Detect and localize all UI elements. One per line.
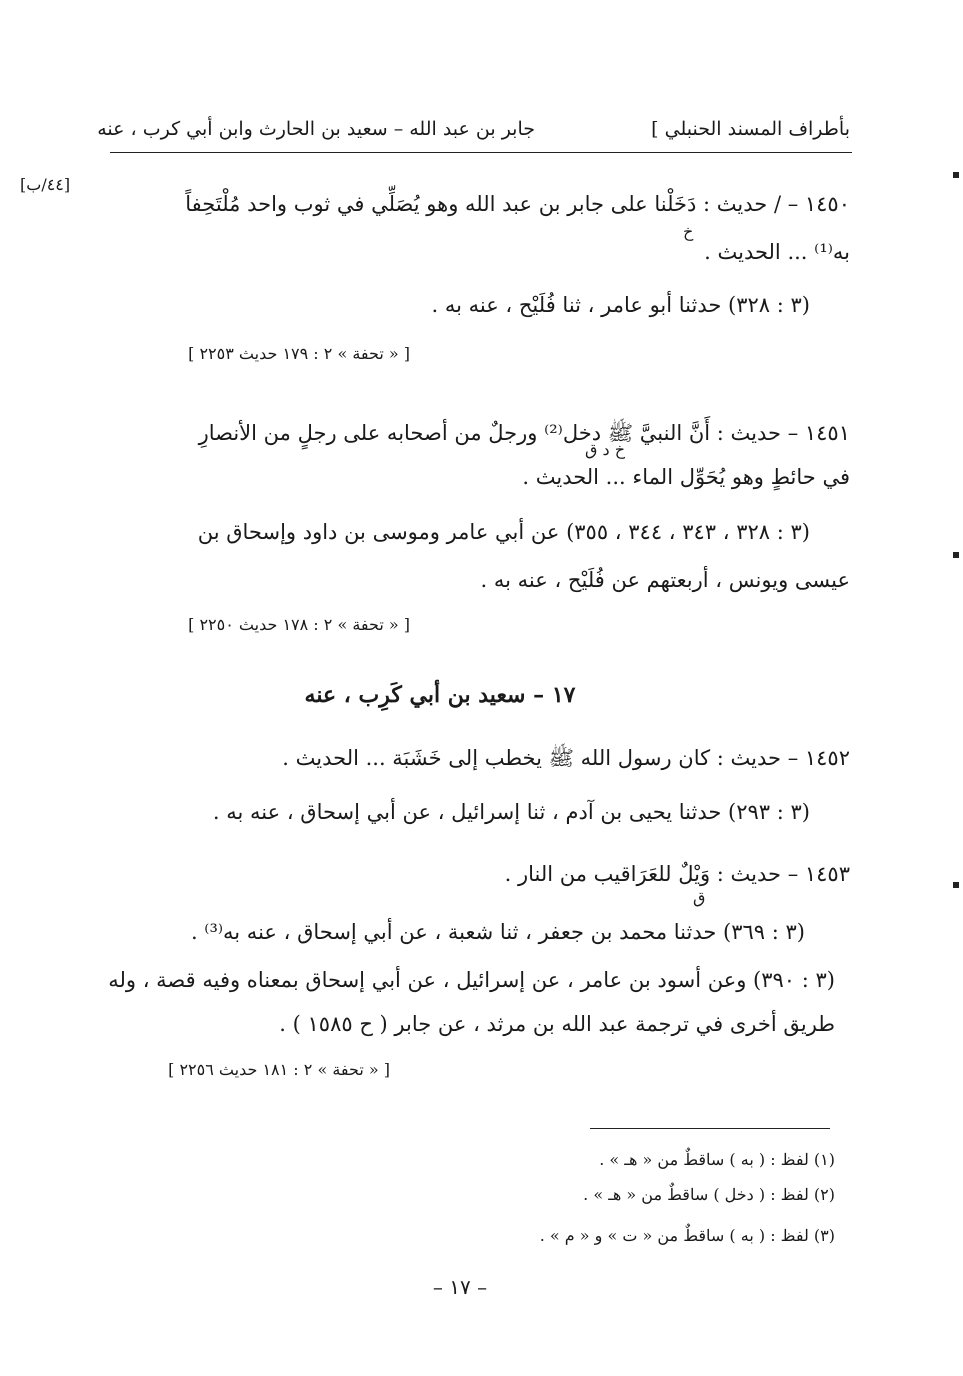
tuhfa-ref-1450: [ « تحفة » ٢ : ١٧٩ حديث ٢٢٥٣ ] — [188, 344, 410, 363]
isnad-1452: (٣ : ٢٩٣) حدثنا يحيى بن آدم ، ثنا إسرائيل ، عن أبي إسحاق ، عنه به . — [212, 800, 810, 824]
footnote-rule — [590, 1128, 830, 1129]
sigla-1453: ق — [693, 888, 706, 907]
tuhfa-ref-1453: [ « تحفة » ٢ : ١٨١ حديث ٢٢٥٦ ] — [168, 1060, 390, 1079]
page-number: – ١٧ – — [432, 1275, 488, 1299]
section-heading: ١٧ – سعيد بن أبي كَرِب ، عنه — [304, 682, 576, 708]
margin-mark — [953, 552, 959, 558]
header-right-title: بأطراف المسند الحنبلي ] — [651, 118, 850, 140]
footnote-1: (١) لفظ : ( به ) ساقطٌ من « هـ » . — [599, 1150, 835, 1169]
hadith-1451-line2: في حائطٍ وهو يُحَوِّل الماء ... الحديث . — [522, 465, 850, 489]
sigla-1450: خ — [683, 222, 694, 241]
isnad-1450: (٣ : ٣٢٨) حدثنا أبو عامر ، ثنا فُلَيْح ، عنه به . — [431, 293, 810, 317]
header-left-title: جابر بن عبد الله – سعيد بن الحارث وابن أبي كرب ، عنه — [97, 118, 535, 140]
isnad-1453-line3: طريق أخرى في ترجمة عبد الله بن مرثد ، عن جابر ( ح ١٥٨٥ ) . — [279, 1012, 835, 1036]
isnad-1451-line2: عيسى ويونس ، أربعتهم عن فُلَيْح ، عنه به . — [480, 568, 850, 592]
hadith-1453-line1: ١٤٥٣ – حديث : وَيْلٌ للعَرَاقيب من النار . — [504, 862, 850, 886]
header-rule — [110, 152, 852, 153]
hadith-1452-line1: ١٤٥٢ – حديث : كان رسول الله ﷺ يخطب إلى خَشَبَة ... الحديث . — [282, 746, 850, 770]
footnote-3: (٣) لفظ : ( به ) ساقطٌ من « ت » و « م » . — [539, 1226, 835, 1245]
margin-mark — [953, 882, 959, 888]
margin-mark — [953, 172, 959, 178]
hadith-1450-line2: به⁽¹⁾ ... الحديث . — [704, 240, 850, 264]
sigla-1451: خ د ق — [585, 440, 626, 459]
hadith-1451-line1: ١٤٥١ – حديث : أَنَّ النبيَّ ﷺ دخل⁽²⁾ ورجلٌ من أصحابه على رجلٍ من الأنصارِ — [198, 421, 850, 445]
isnad-1453-line1: (٣ : ٣٦٩) حدثنا محمد بن جعفر ، ثنا شعبة ، عن أبي إسحاق ، عنه به⁽³⁾ . — [190, 920, 805, 944]
isnad-1451-line1: (٣ : ٣٢٨ ، ٣٤٣ ، ٣٤٤ ، ٣٥٥) عن أبي عامر وموسى بن داود وإسحاق بن — [197, 520, 810, 544]
footnote-2: (٢) لفظ : ( دخل ) ساقطٌ من « هـ » . — [583, 1185, 835, 1204]
tuhfa-ref-1451: [ « تحفة » ٢ : ١٧٨ حديث ٢٢٥٠ ] — [188, 615, 410, 634]
isnad-1453-line2: (٣ : ٣٩٠) وعن أسود بن عامر ، عن إسرائيل ، عن أبي إسحاق بمعناه وفيه قصة ، وله — [108, 968, 835, 992]
hadith-1450-line1: ١٤٥٠ – / حديث : دَخَلْنا على جابر بن عبد الله وهو يُصَلِّي في ثوب واحد مُلْتَحِفاً — [185, 192, 850, 216]
folio-mark: [٤٤/ب] — [20, 175, 71, 194]
